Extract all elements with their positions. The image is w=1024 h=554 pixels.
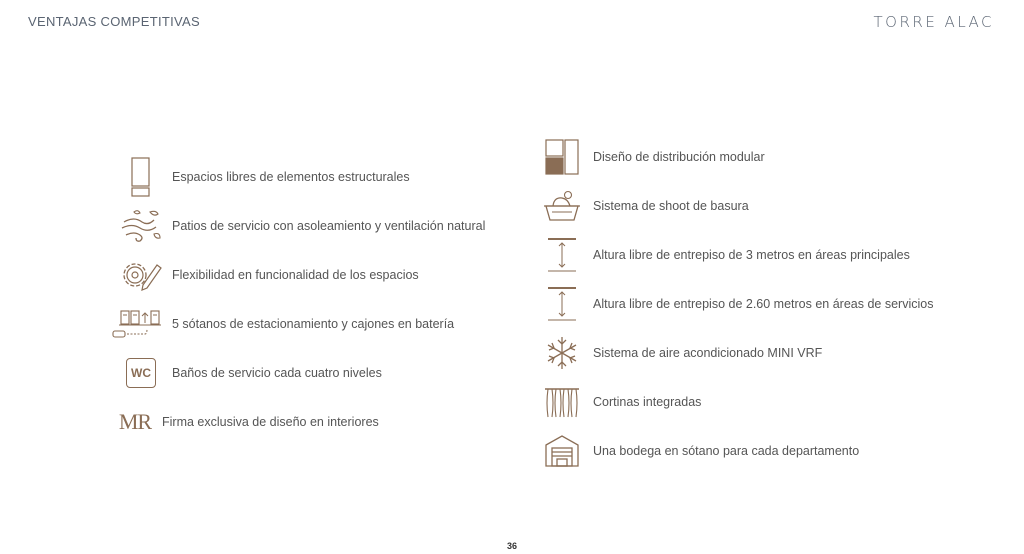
feature-label: Sistema de aire acondicionado MINI VRF bbox=[593, 346, 823, 360]
gear-pencil-icon bbox=[118, 255, 164, 295]
parking-icon bbox=[110, 304, 164, 344]
feature-label: Altura libre de entrepiso de 3 metros en áreas principales bbox=[593, 248, 910, 262]
feature-item-storage bbox=[539, 431, 859, 471]
feature-item-parking bbox=[110, 304, 454, 344]
feature-label: Cortinas integradas bbox=[593, 395, 702, 409]
modular-layout-icon bbox=[539, 137, 585, 177]
feature-label: Sistema de shoot de basura bbox=[593, 199, 749, 213]
feature-label: Espacios libres de elementos estructurales bbox=[172, 170, 410, 184]
wc-icon-text: WC bbox=[126, 358, 156, 388]
feature-label: Firma exclusiva de diseño en interiores bbox=[162, 415, 379, 429]
height-arrow-icon bbox=[539, 284, 585, 324]
free-space-icon bbox=[118, 157, 164, 197]
feature-label: Altura libre de entrepiso de 2.60 metros en áreas de servicios bbox=[593, 297, 934, 311]
wc-icon bbox=[118, 353, 164, 393]
snowflake-icon bbox=[539, 333, 585, 373]
brand-logo: TORRE ALAC bbox=[873, 13, 994, 31]
feature-item-wc bbox=[118, 353, 382, 393]
feature-item-interior-design bbox=[108, 402, 379, 442]
feature-item-curtains bbox=[539, 382, 701, 422]
feature-item-modular bbox=[539, 137, 765, 177]
page-number: 36 bbox=[506, 541, 517, 551]
feature-label: Baños de servicio cada cuatro niveles bbox=[172, 366, 382, 380]
feature-item-flexibility bbox=[118, 255, 419, 295]
storage-warehouse-icon bbox=[539, 431, 585, 471]
trash-chute-icon bbox=[539, 186, 585, 226]
feature-item-height-3m bbox=[539, 235, 910, 275]
feature-label: 5 sótanos de estacionamiento y cajones en batería bbox=[172, 317, 455, 331]
feature-item-height-260 bbox=[539, 284, 933, 324]
feature-item-patios bbox=[118, 206, 485, 246]
feature-label: Una bodega en sótano para cada departamento bbox=[593, 444, 860, 458]
wind-leaves-icon bbox=[118, 206, 164, 246]
feature-label: Patios de servicio con asoleamiento y ventilación natural bbox=[172, 219, 486, 233]
curtain-icon bbox=[539, 382, 585, 422]
feature-item-trash-chute bbox=[539, 186, 749, 226]
height-arrow-icon bbox=[539, 235, 585, 275]
feature-label: Flexibilidad en funcionalidad de los espacios bbox=[172, 268, 419, 282]
feature-item-air-conditioning bbox=[539, 333, 822, 373]
feature-item-free-spaces bbox=[118, 157, 410, 197]
page-header-title: VENTAJAS COMPETITIVAS bbox=[28, 14, 200, 29]
feature-label: Diseño de distribución modular bbox=[593, 150, 765, 164]
mr-logo-text: MR bbox=[118, 409, 152, 434]
mr-logo-icon bbox=[108, 402, 162, 442]
